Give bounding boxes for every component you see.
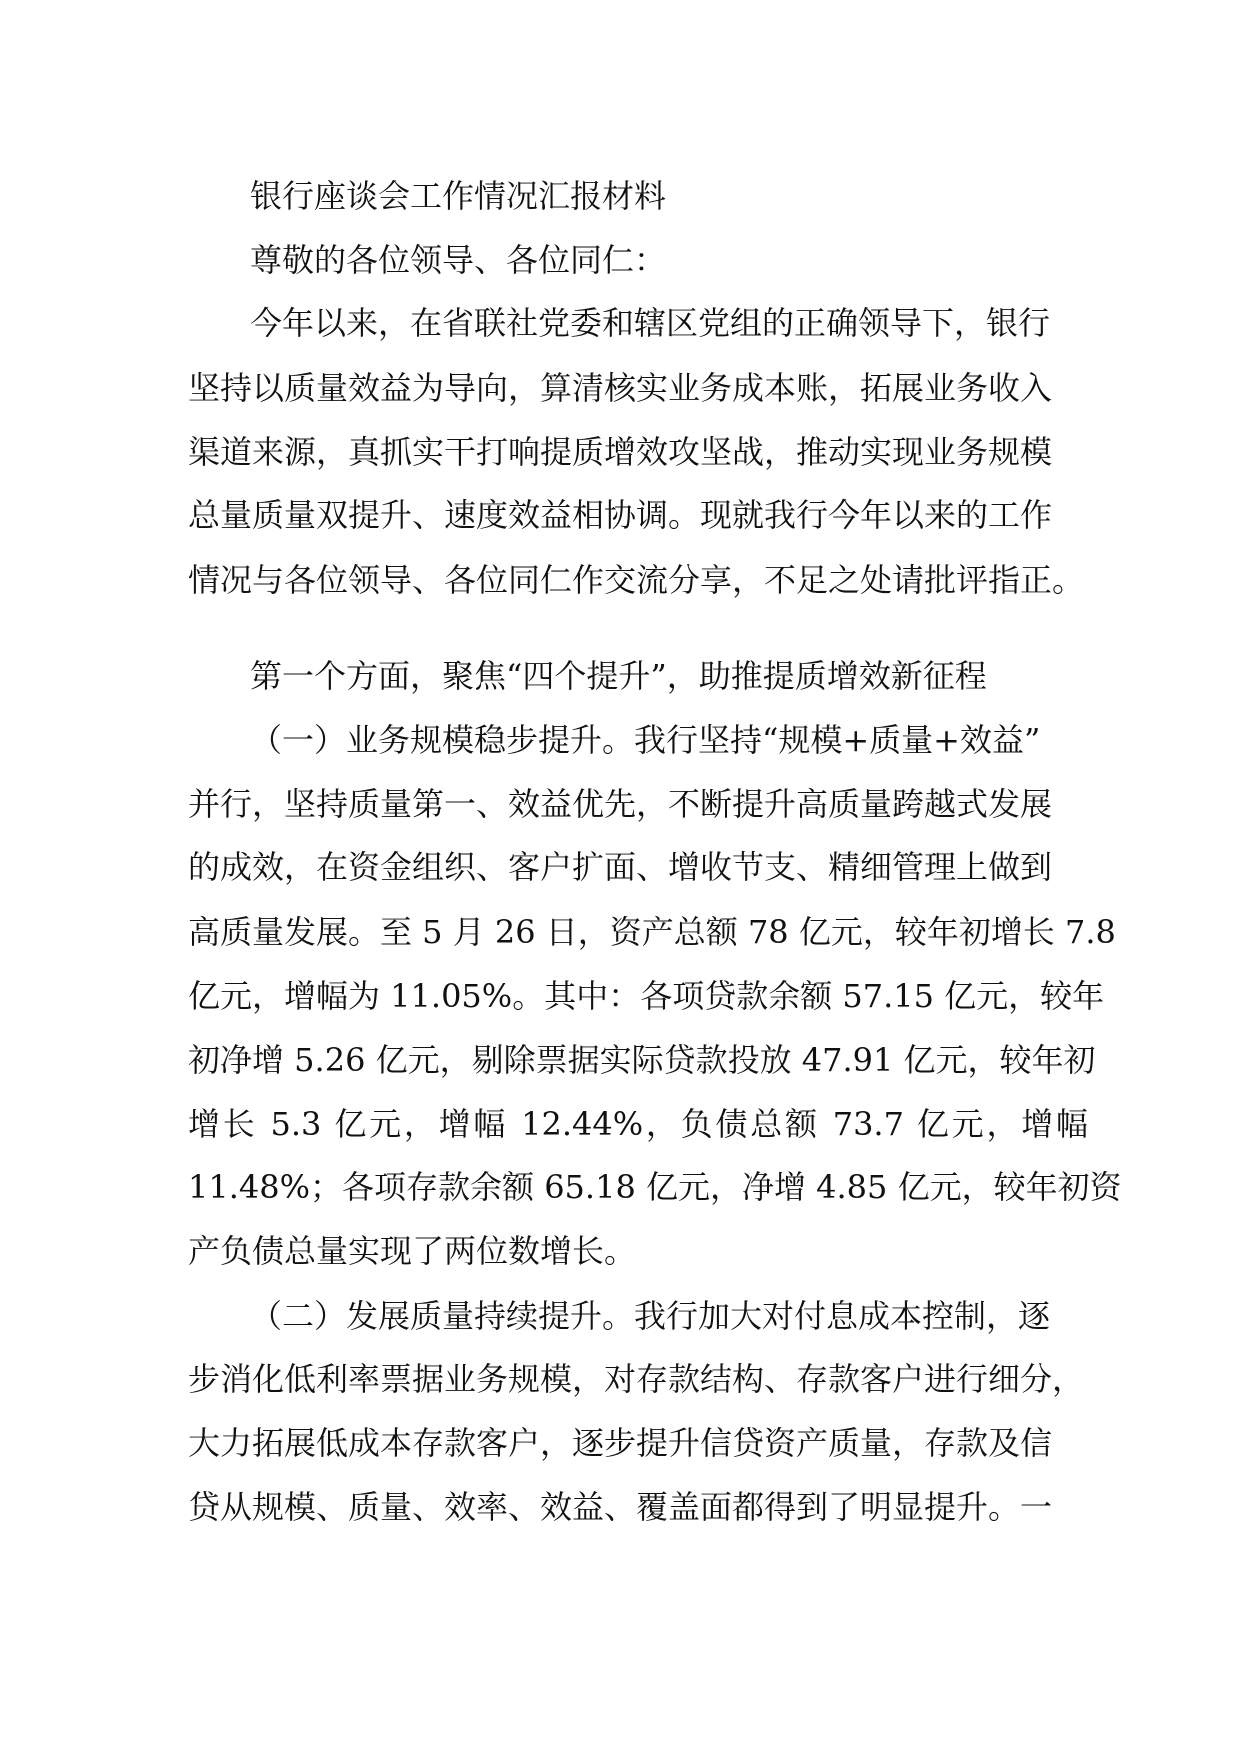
document-title: 银行座谈会工作情况汇报材料 (250, 177, 667, 215)
intro-line: 情况与各位领导、各位同仁作交流分享，不足之处请批评指正。 (188, 561, 1085, 599)
paragraph-line: 的成效，在资金组织、客户扩面、增收节支、精细管理上做到 (188, 848, 1053, 886)
paragraph-line: （一）业务规模稳步提升。我行坚持“规模+质量+效益” (250, 721, 1041, 759)
paragraph-line: 产负债总量实现了两位数增长。 (188, 1232, 637, 1270)
paragraph-line: 步消化低利率票据业务规模，对存款结构、存款客户进行细分， (188, 1360, 1085, 1398)
paragraph-line: （二）发展质量持续提升。我行加大对付息成本控制，逐 (250, 1297, 1051, 1335)
paragraph-line: 贷从规模、质量、效率、效益、覆盖面都得到了明显提升。一 (188, 1488, 1053, 1526)
paragraph-line: 初净增 5.26 亿元，剔除票据实际贷款投放 47.91 亿元，较年初 (188, 1041, 1096, 1079)
paragraph-line: 11.48%；各项存款余额 65.18 亿元，净增 4.85 亿元，较年初资 (188, 1168, 1122, 1206)
paragraph-line: 高质量发展。至 5 月 26 日，资产总额 78 亿元，较年初增长 7.8 (188, 913, 1116, 951)
paragraph-line: 并行，坚持质量第一、效益优先，不断提升高质量跨越式发展 (188, 785, 1053, 823)
intro-line: 渠道来源，真抓实干打响提质增效攻坚战，推动实现业务规模 (188, 433, 1053, 471)
intro-line: 坚持以质量效益为导向，算清核实业务成本账，拓展业务收入 (188, 369, 1053, 407)
paragraph-line: 亿元，增幅为 11.05%。其中：各项贷款余额 57.15 亿元，较年 (188, 977, 1105, 1015)
paragraph-line: 大力拓展低成本存款客户，逐步提升信贷资产质量，存款及信 (188, 1424, 1053, 1462)
intro-line: 总量质量双提升、速度效益相协调。现就我行今年以来的工作 (188, 496, 1053, 534)
paragraph-line: 增长 5.3 亿元，增幅 12.44%，负债总额 73.7 亿元，增幅 (188, 1105, 1088, 1143)
intro-line: 今年以来，在省联社党委和辖区党组的正确领导下，银行 (250, 304, 1051, 342)
section-heading: 第一个方面，聚焦“四个提升”，助推提质增效新征程 (250, 657, 987, 695)
salutation: 尊敬的各位领导、各位同仁： (250, 241, 667, 279)
